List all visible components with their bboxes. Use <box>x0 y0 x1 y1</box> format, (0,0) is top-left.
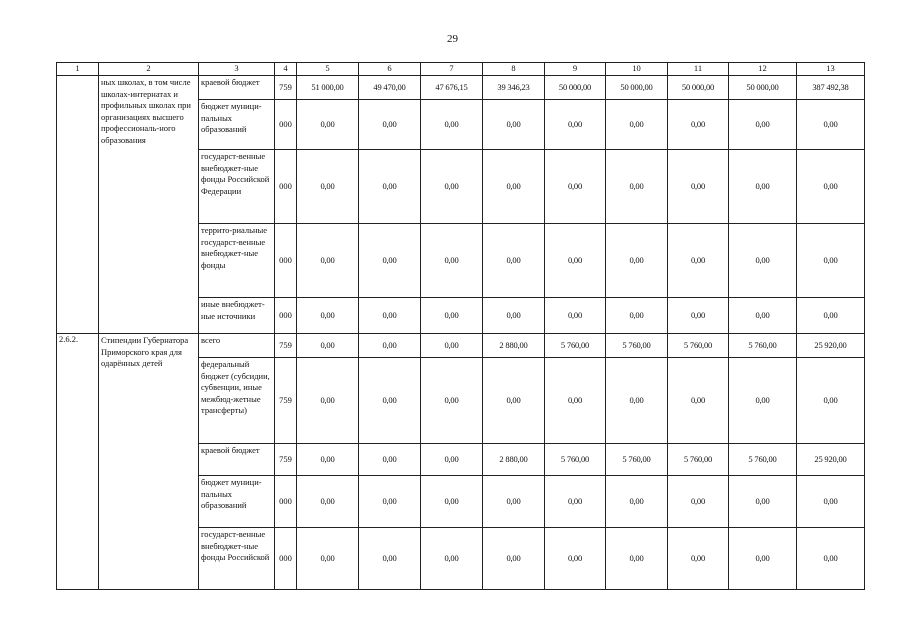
budget-code: 000 <box>275 528 297 590</box>
funding-source: государст-венные внебюджет-ные фонды Российской <box>199 528 275 590</box>
amount-cell: 5 760,00 <box>606 334 668 358</box>
amount-cell: 0,00 <box>545 358 606 444</box>
amount-cell: 0,00 <box>421 476 483 528</box>
amount-cell: 0,00 <box>606 476 668 528</box>
amount-cell: 0,00 <box>421 528 483 590</box>
amount-cell: 0,00 <box>297 444 359 476</box>
amount-cell: 0,00 <box>483 476 545 528</box>
amount-cell: 0,00 <box>297 224 359 298</box>
amount-cell: 0,00 <box>421 334 483 358</box>
column-header: 13 <box>797 63 865 76</box>
funding-source: иные внебюджет-ные источники <box>199 298 275 334</box>
amount-cell: 0,00 <box>421 298 483 334</box>
amount-cell: 0,00 <box>729 528 797 590</box>
amount-cell: 51 000,00 <box>297 76 359 100</box>
amount-cell: 0,00 <box>729 224 797 298</box>
funding-source: бюджет муници-пальных образований <box>199 100 275 150</box>
budget-code: 759 <box>275 358 297 444</box>
budget-code: 000 <box>275 100 297 150</box>
column-header: 5 <box>297 63 359 76</box>
amount-cell: 0,00 <box>545 298 606 334</box>
amount-cell: 50 000,00 <box>668 76 729 100</box>
amount-cell: 0,00 <box>606 358 668 444</box>
amount-cell: 0,00 <box>797 150 865 224</box>
measure-name: ных школах, в том числе школах-интернатах и профильных школах при организациях высшего профессиональ-ного образования <box>99 76 199 334</box>
amount-cell: 0,00 <box>729 100 797 150</box>
amount-cell: 0,00 <box>729 476 797 528</box>
budget-code: 759 <box>275 76 297 100</box>
amount-cell: 0,00 <box>421 150 483 224</box>
amount-cell: 0,00 <box>483 224 545 298</box>
amount-cell: 0,00 <box>297 298 359 334</box>
budget-code: 000 <box>275 224 297 298</box>
amount-cell: 0,00 <box>668 100 729 150</box>
amount-cell: 0,00 <box>359 150 421 224</box>
amount-cell: 0,00 <box>359 100 421 150</box>
amount-cell: 0,00 <box>606 100 668 150</box>
amount-cell: 50 000,00 <box>729 76 797 100</box>
header-row <box>57 63 865 76</box>
column-header: 11 <box>668 63 729 76</box>
amount-cell: 0,00 <box>797 358 865 444</box>
amount-cell: 0,00 <box>668 150 729 224</box>
column-header: 10 <box>606 63 668 76</box>
amount-cell: 0,00 <box>483 100 545 150</box>
budget-code: 000 <box>275 298 297 334</box>
amount-cell: 0,00 <box>297 100 359 150</box>
amount-cell: 5 760,00 <box>668 334 729 358</box>
measure-name: Стипендии Губернатора Приморского края для одарённых детей <box>99 334 199 590</box>
amount-cell: 0,00 <box>359 358 421 444</box>
amount-cell: 0,00 <box>297 528 359 590</box>
amount-cell: 0,00 <box>297 476 359 528</box>
funding-source: бюджет муници-пальных образований <box>199 476 275 528</box>
amount-cell: 5 760,00 <box>729 334 797 358</box>
funding-source: федеральный бюджет (субсидии, субвенции, иные межбюд-жетные трансферты) <box>199 358 275 444</box>
amount-cell: 0,00 <box>545 150 606 224</box>
amount-cell: 0,00 <box>545 224 606 298</box>
amount-cell: 0,00 <box>545 100 606 150</box>
amount-cell: 0,00 <box>483 358 545 444</box>
amount-cell: 0,00 <box>297 150 359 224</box>
amount-cell: 0,00 <box>668 358 729 444</box>
funding-source: государст-венные внебюджет-ные фонды Российской Федерации <box>199 150 275 224</box>
amount-cell: 0,00 <box>359 298 421 334</box>
funding-source: краевой бюджет <box>199 76 275 100</box>
budget-table <box>56 62 865 590</box>
amount-cell: 0,00 <box>359 476 421 528</box>
column-header: 2 <box>99 63 199 76</box>
amount-cell: 0,00 <box>545 476 606 528</box>
amount-cell: 0,00 <box>297 334 359 358</box>
amount-cell: 25 920,00 <box>797 444 865 476</box>
amount-cell: 0,00 <box>668 224 729 298</box>
amount-cell: 0,00 <box>483 298 545 334</box>
amount-cell: 39 346,23 <box>483 76 545 100</box>
amount-cell: 50 000,00 <box>545 76 606 100</box>
budget-code: 000 <box>275 150 297 224</box>
amount-cell: 0,00 <box>797 100 865 150</box>
table-row <box>57 76 865 100</box>
amount-cell: 0,00 <box>606 528 668 590</box>
amount-cell: 0,00 <box>606 298 668 334</box>
amount-cell: 0,00 <box>421 358 483 444</box>
amount-cell: 25 920,00 <box>797 334 865 358</box>
amount-cell: 0,00 <box>729 298 797 334</box>
amount-cell: 0,00 <box>359 444 421 476</box>
funding-source: террито-риальные государст-венные внебюджет-ные фонды <box>199 224 275 298</box>
amount-cell: 0,00 <box>668 476 729 528</box>
amount-cell: 0,00 <box>421 224 483 298</box>
column-header: 8 <box>483 63 545 76</box>
amount-cell: 0,00 <box>359 224 421 298</box>
table-row <box>57 334 865 358</box>
amount-cell: 0,00 <box>797 528 865 590</box>
amount-cell: 0,00 <box>421 100 483 150</box>
amount-cell: 5 760,00 <box>545 444 606 476</box>
amount-cell: 0,00 <box>797 298 865 334</box>
amount-cell: 0,00 <box>797 476 865 528</box>
budget-code: 759 <box>275 444 297 476</box>
page-number: 29 <box>447 33 458 45</box>
column-header: 7 <box>421 63 483 76</box>
amount-cell: 0,00 <box>606 150 668 224</box>
funding-source: всего <box>199 334 275 358</box>
amount-cell: 0,00 <box>729 150 797 224</box>
amount-cell: 5 760,00 <box>729 444 797 476</box>
amount-cell: 0,00 <box>668 298 729 334</box>
amount-cell: 0,00 <box>483 150 545 224</box>
column-header: 3 <box>199 63 275 76</box>
amount-cell: 0,00 <box>668 528 729 590</box>
amount-cell: 0,00 <box>359 528 421 590</box>
amount-cell: 0,00 <box>545 528 606 590</box>
column-header: 4 <box>275 63 297 76</box>
column-header: 6 <box>359 63 421 76</box>
amount-cell: 47 676,15 <box>421 76 483 100</box>
budget-code: 000 <box>275 476 297 528</box>
amount-cell: 5 760,00 <box>545 334 606 358</box>
amount-cell: 0,00 <box>297 358 359 444</box>
amount-cell: 5 760,00 <box>668 444 729 476</box>
row-number: 2.6.2. <box>57 334 99 590</box>
amount-cell: 49 470,00 <box>359 76 421 100</box>
amount-cell: 0,00 <box>483 528 545 590</box>
amount-cell: 387 492,38 <box>797 76 865 100</box>
amount-cell: 50 000,00 <box>606 76 668 100</box>
column-header: 12 <box>729 63 797 76</box>
budget-code: 759 <box>275 334 297 358</box>
amount-cell: 0,00 <box>606 224 668 298</box>
amount-cell: 0,00 <box>729 358 797 444</box>
amount-cell: 0,00 <box>797 224 865 298</box>
amount-cell: 5 760,00 <box>606 444 668 476</box>
amount-cell: 0,00 <box>359 334 421 358</box>
column-header: 1 <box>57 63 99 76</box>
funding-source: краевой бюджет <box>199 444 275 476</box>
column-header: 9 <box>545 63 606 76</box>
amount-cell: 2 880,00 <box>483 444 545 476</box>
amount-cell: 2 880,00 <box>483 334 545 358</box>
row-number <box>57 76 99 334</box>
amount-cell: 0,00 <box>421 444 483 476</box>
